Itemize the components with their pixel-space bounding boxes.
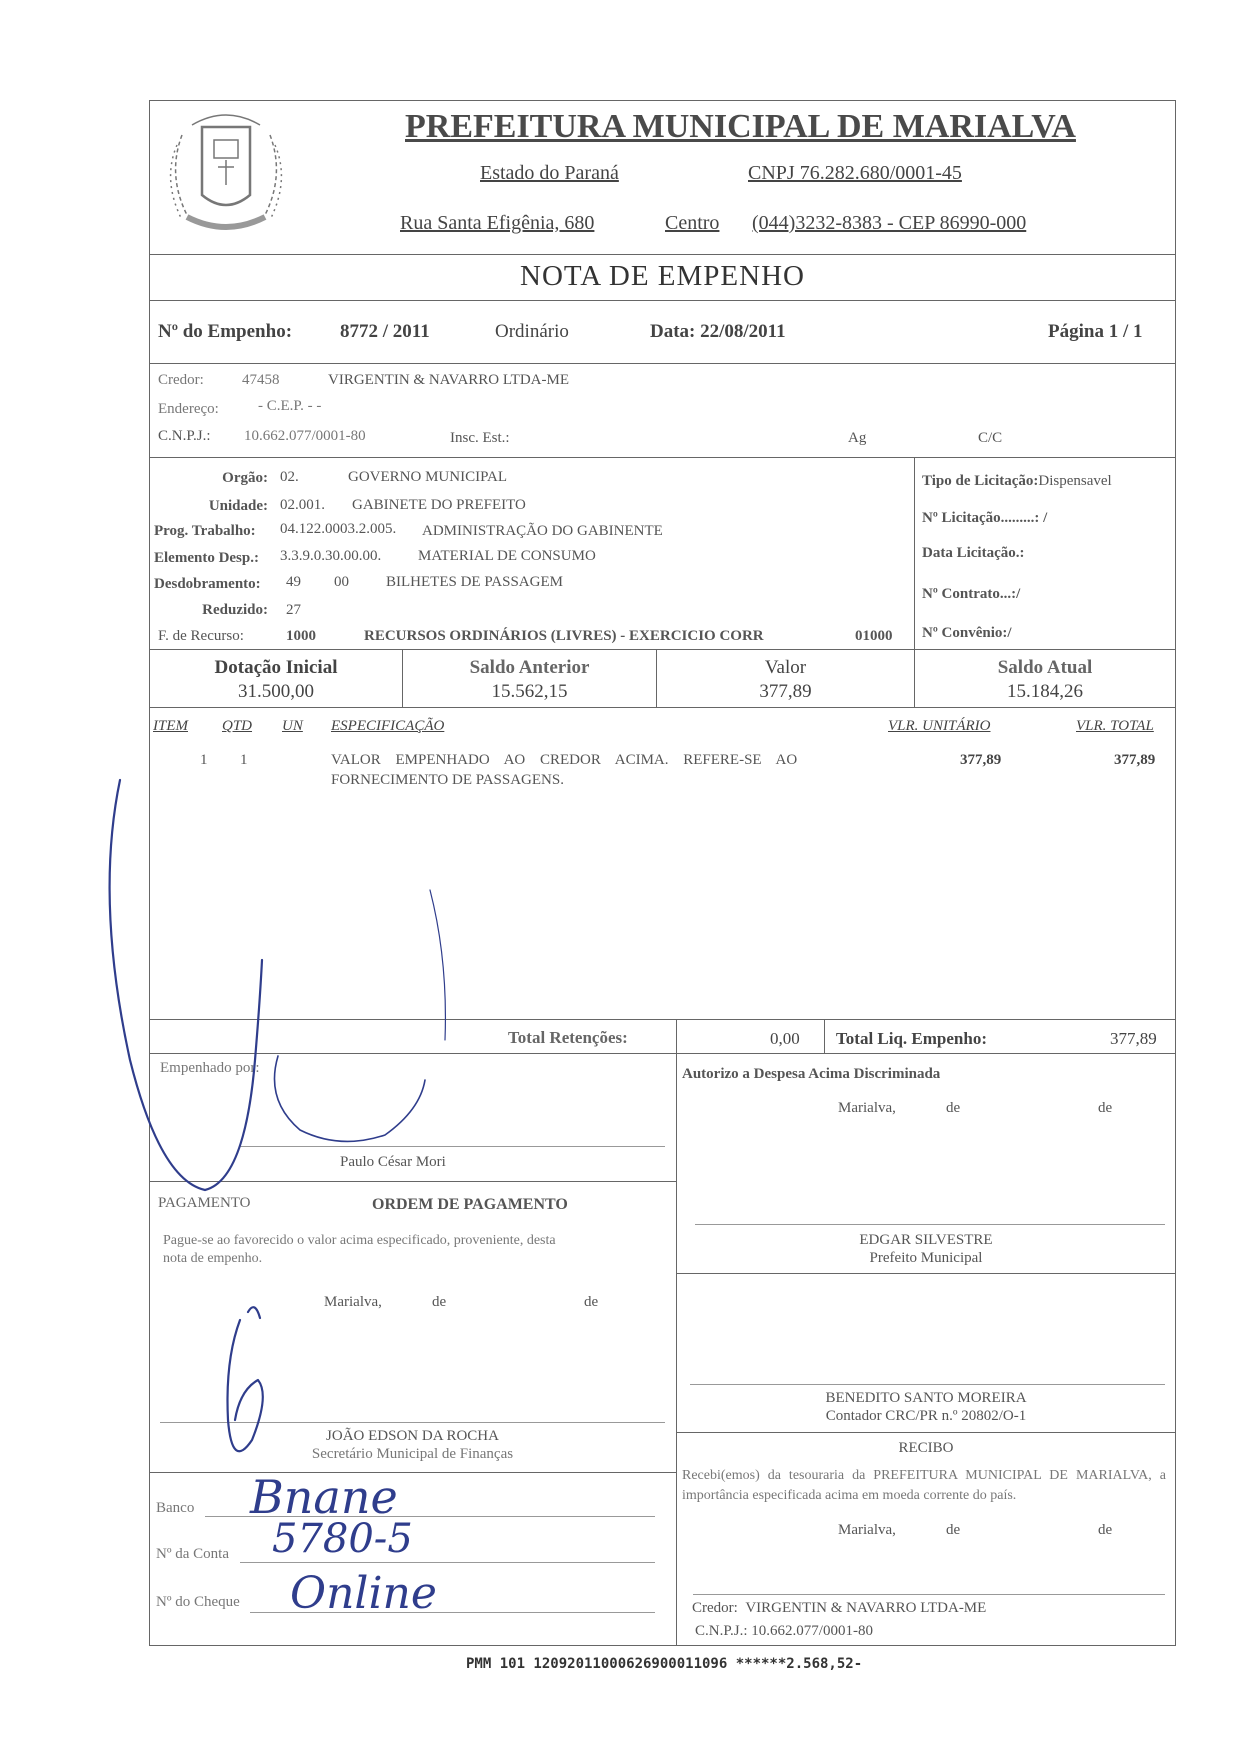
account-handwritten-value: 5780-5 — [272, 1516, 413, 1562]
place-label: Marialva, — [324, 1294, 382, 1310]
elem-label: Elemento Desp.: — [154, 550, 259, 566]
credor-code: 47458 — [242, 372, 280, 388]
dotacao-value: 31.500,00 — [238, 681, 314, 702]
endereco-label: Endereço: — [158, 401, 219, 417]
district: Centro — [665, 212, 720, 234]
state-name: Estado do Paraná — [480, 162, 619, 184]
divider — [677, 1273, 1176, 1274]
desd-name: BILHETES DE PASSAGEM — [386, 574, 563, 590]
convenio-number: Nº Convênio:/ — [922, 625, 1012, 641]
retencoes-label: Total Retenções: — [508, 1028, 628, 1047]
date-de-1: de — [946, 1100, 961, 1116]
divider — [677, 1432, 1176, 1433]
divider — [676, 1053, 677, 1646]
cnpj-header: CNPJ 76.282.680/0001-45 — [748, 162, 962, 184]
prog-name: ADMINISTRAÇÃO DO GABINENTE — [422, 523, 663, 539]
signature-line — [160, 1422, 665, 1423]
desd-code: 49 — [286, 574, 301, 590]
desd-label: Desdobramento: — [154, 576, 261, 592]
prog-label: Prog. Trabalho: — [154, 523, 256, 539]
credor-name: VIRGENTIN & NAVARRO LTDA-ME — [328, 372, 569, 388]
unidade-code: 02.001. — [280, 497, 325, 513]
liquid-total-label: Total Liq. Empenho: — [836, 1029, 987, 1048]
prefeito-name: EDGAR SILVESTRE — [859, 1232, 993, 1248]
account-line — [240, 1562, 655, 1563]
divider — [149, 1181, 677, 1182]
empenhado-name: Paulo César Mori — [340, 1154, 446, 1170]
fonte-code: 1000 — [286, 628, 316, 644]
receipt-credor: Credor: VIRGENTIN & NAVARRO LTDA-ME — [692, 1600, 987, 1616]
pagamento-label: PAGAMENTO — [158, 1195, 251, 1211]
recibo-text: Recebi(emos) da tesouraria da PREFEITURA MUNICIPAL DE MARIALVA, a importância especificada acima em moeda corrente do país. — [682, 1468, 1166, 1503]
liquid-total-value: 377,89 — [1110, 1029, 1157, 1048]
empenho-number: 8772 / 2011 — [340, 321, 430, 342]
valor-label: Valor — [764, 657, 807, 678]
signature-line — [695, 1224, 1165, 1225]
row-spec-line1: VALOR EMPENHADO AO CREDOR ACIMA. REFERE-SE AO — [331, 752, 798, 768]
unidade-label: Unidade: — [208, 498, 268, 514]
elem-code: 3.3.9.0.30.00.00. — [280, 548, 382, 564]
cheque-label: Nº do Cheque — [156, 1594, 240, 1610]
empenho-type: Ordinário — [495, 321, 569, 342]
ordem-pagamento-title: ORDEM DE PAGAMENTO — [372, 1196, 568, 1213]
saldo-anterior-label: Saldo Anterior — [469, 657, 590, 678]
divider — [149, 1053, 1176, 1054]
insc-label: Insc. Est.: — [450, 430, 510, 446]
reduzido-label: Reduzido: — [202, 602, 268, 618]
signature-line — [690, 1384, 1165, 1385]
contador-role: Contador CRC/PR n.º 20802/O-1 — [825, 1408, 1027, 1424]
bank-handwritten-value: Bnane — [250, 1470, 398, 1524]
cnpj-value: 10.662.077/0001-80 — [244, 428, 366, 444]
col-spec: ESPECIFICAÇÃO — [331, 718, 445, 734]
saldo-atual-label: Saldo Atual — [997, 657, 1093, 678]
receipt-cnpj: C.N.P.J.: 10.662.077/0001-80 — [695, 1623, 873, 1639]
licitacao-number: Nº Licitação.........: / — [922, 510, 1048, 526]
col-total-value: VLR. TOTAL — [1076, 718, 1154, 734]
phone-cep: (044)3232-8383 - CEP 86990-000 — [752, 212, 1027, 234]
contador-name: BENEDITO SANTO MOREIRA — [825, 1390, 1027, 1406]
prog-code: 04.122.0003.2.005. — [280, 521, 397, 537]
desd-sub: 00 — [334, 574, 349, 590]
licitacao-date: Data Licitação.: — [922, 545, 1025, 561]
divider — [149, 649, 1176, 650]
divider — [149, 300, 1176, 301]
empenho-number-label: Nº do Empenho: — [158, 321, 293, 342]
unidade-name: GABINETE DO PREFEITO — [352, 497, 526, 513]
row-unit-value: 377,89 — [960, 752, 1002, 768]
divider — [149, 457, 1176, 458]
municipality-title: PREFEITURA MUNICIPAL DE MARIALVA — [405, 108, 1076, 145]
document-title: NOTA DE EMPENHO — [520, 260, 805, 292]
divider — [149, 1019, 1176, 1020]
col-item: ITEM — [153, 718, 188, 734]
fonte-name: RECURSOS ORDINÁRIOS (LIVRES) - EXERCICIO CORR — [364, 628, 764, 644]
pague-text-line1: Pague-se ao favorecido o valor acima especificado, proveniente, desta — [163, 1233, 556, 1248]
reduzido-value: 27 — [286, 602, 301, 618]
retencoes-value: 0,00 — [770, 1029, 800, 1048]
date-de-2: de — [1098, 1100, 1113, 1116]
divider — [149, 254, 1176, 255]
divider — [824, 1019, 825, 1053]
dotacao-label: Dotação Inicial — [214, 657, 338, 678]
cheque-handwritten-value: Online — [290, 1568, 437, 1619]
prefeito-role: Prefeito Municipal — [869, 1250, 983, 1266]
elem-name: MATERIAL DE CONSUMO — [418, 548, 596, 564]
licitacao-type-label: Tipo de Licitação:Dispensavel — [922, 473, 1112, 489]
autorizo-label: Autorizo a Despesa Acima Discriminada — [682, 1066, 941, 1082]
fonte-num: 01000 — [855, 628, 893, 644]
signature-line — [240, 1146, 665, 1147]
contract-number: Nº Contrato...:/ — [922, 586, 1021, 602]
divider — [914, 457, 915, 649]
place-label: Marialva, — [838, 1522, 896, 1538]
orgao-label: Orgão: — [222, 470, 268, 486]
divider — [149, 707, 1176, 708]
saldo-atual-value: 15.184,26 — [1007, 681, 1083, 702]
secretario-name: JOÃO EDSON DA ROCHA — [326, 1428, 499, 1444]
place-label: Marialva, — [838, 1100, 896, 1116]
credor-label: Credor: — [158, 372, 204, 388]
page-number: Página 1 / 1 — [1048, 321, 1143, 342]
divider — [676, 1019, 677, 1053]
col-un: UN — [282, 718, 303, 734]
row-qtd: 1 — [240, 752, 248, 768]
date-de-1: de — [946, 1522, 961, 1538]
cnpj-label: C.N.P.J.: — [158, 428, 211, 444]
divider — [149, 363, 1176, 364]
endereco-value: - C.E.P. - - — [258, 398, 322, 414]
authentication-stamp: PMM 101 12092011000626900011096 ******2.568,52- — [466, 1656, 863, 1672]
signature-line — [693, 1594, 1165, 1595]
agency-label: Ag — [848, 430, 867, 446]
saldo-anterior-value: 15.562,15 — [491, 681, 568, 702]
row-spec-line2: FORNECIMENTO DE PASSAGENS. — [331, 772, 564, 788]
recibo-title: RECIBO — [898, 1440, 954, 1456]
fonte-label: F. de Recurso: — [158, 628, 244, 644]
empenho-date: Data: 22/08/2011 — [650, 321, 786, 342]
secretario-role: Secretário Municipal de Finanças — [311, 1446, 514, 1462]
divider — [149, 1472, 677, 1473]
date-de-2: de — [1098, 1522, 1113, 1538]
date-de-2: de — [584, 1294, 599, 1310]
address: Rua Santa Efigênia, 680 — [400, 212, 595, 234]
date-de-1: de — [432, 1294, 447, 1310]
valor-value: 377,89 — [759, 681, 812, 702]
account-label: C/C — [978, 430, 1003, 446]
bank-label: Banco — [156, 1500, 195, 1516]
col-unit-value: VLR. UNITÁRIO — [888, 718, 991, 734]
col-qtd: QTD — [222, 718, 253, 734]
pague-text-line2: nota de empenho. — [163, 1251, 263, 1266]
row-item: 1 — [200, 752, 208, 768]
orgao-name: GOVERNO MUNICIPAL — [348, 469, 508, 485]
orgao-code: 02. — [280, 469, 299, 485]
account-number-label: Nº da Conta — [156, 1546, 229, 1562]
coat-of-arms-logo — [152, 105, 300, 245]
empenhado-label: Empenhado por: — [160, 1060, 260, 1076]
row-total-value: 377,89 — [1114, 752, 1156, 768]
